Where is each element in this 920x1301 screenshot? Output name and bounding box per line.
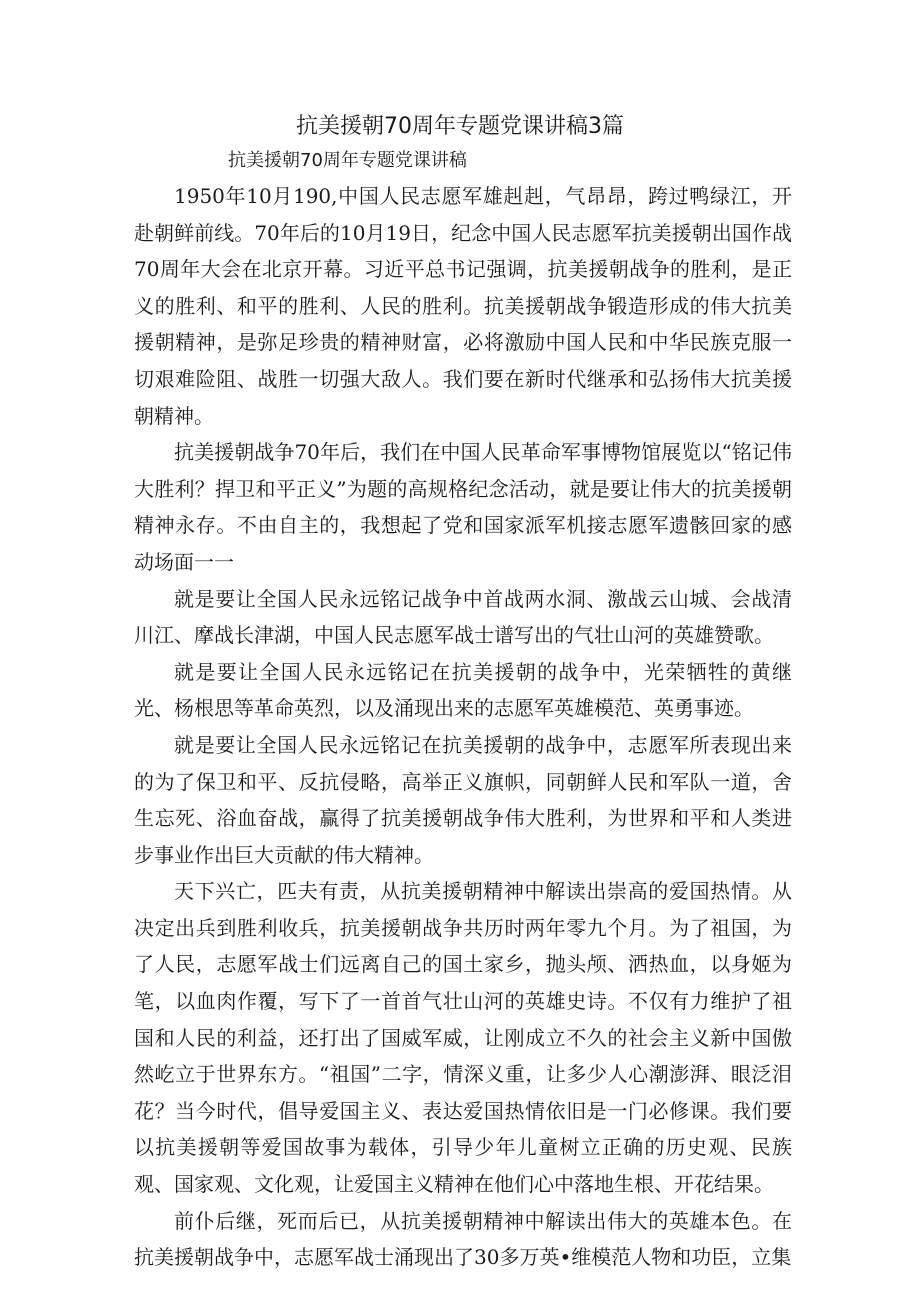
paragraph: 就是要让全国人民永远铭记在抗美援朝的战争中，光荣牺牲的黄继光、杨根思等革命英烈，以及涌现出来的志愿军英雄模范、英勇事迹。 — [134, 659, 792, 721]
document-subtitle: 抗美援朝70周年专题党课讲稿 — [228, 150, 467, 171]
paragraph: 天下兴亡，匹夫有责，从抗美援朝精神中解读出崇高的爱国热情。从决定出兵到胜利收兵，抗美援朝战争共历时两年零九个月。为了祖国，为了人民，志愿军战士们远离自己的国土家乡，抛头颅、洒热血，以身姬为笔，以血肉作覆，写下了一首首气壮山河的英雄史诗。不仅有力维护了祖国和人民的利益，还打出了国威军威，让刚成立不久的社会主义新中国傲然屹立于世界东方。“祖国”二字，情深义重，让多少人心潮澎湃、眼泛泪花？当今时代，倡导爱国主义、表达爱国热情依旧是一门必修课。我们要以抗美援朝等爱国故事为载体，引导少年儿童树立正确的历史观、民族观、国家观、文化观，让爱国主义精神在他们心中落地生根、开花结果。 — [134, 879, 792, 1197]
paragraph: 就是要让全国人民永远铭记在抗美援朝的战争中，志愿军所表现出来的为了保卫和平、反抗侵略，高举正义旗帜，同朝鲜人民和军队一道，舍生忘死、浴血奋战，赢得了抗美援朝战争伟大胜利，为世界和平和人类进步事业作出巨大贡献的伟大精神。 — [134, 732, 792, 867]
paragraph: 就是要让全国人民永远铭记战争中首战两水洞、激战云山城、会战清川江、摩战长津湖，中国人民志愿军战士谱写出的气壮山河的英雄赞歌。 — [134, 586, 792, 648]
paragraph: 抗美援朝战争70年后，我们在中国人民革命军事博物馆展览以“铭记伟大胜利？捍卫和平正义”为题的高规格纪念活动，就是要让伟大的抗美援朝精神永存。不由自主的，我想起了党和国家派军机接志愿军遗骸回家的感动场面一一 — [134, 440, 792, 574]
document-body — [134, 178, 792, 1276]
paragraph: 1950年10月190,中国人民志愿军雄赳赳，气昂昂，跨过鸭绿江，开赴朝鲜前线。70年后的10月19日，纪念中国人民志愿军抗美援朝出国作战70周年大会在北京开幕。习近平总书记强调，抗美援朝战争的胜利，是正义的胜利、和平的胜利、人民的胜利。抗美援朝战争锻造形成的伟大抗美援朝精神，是弥足珍贵的精神财富，必将激励中国人民和中华民族克服一切艰难险阻、战胜一切强大敌人。我们要在新时代继承和弘扬伟大抗美援朝精神。 — [134, 184, 792, 428]
paragraph: 前仆后继，死而后已，从抗美援朝精神中解读出伟大的英雄本色。在抗美援朝战争中，志愿军战士涌现出了30多万英•维模范人物和功臣，立集 — [134, 1208, 792, 1270]
document-title: 抗美援朝70周年专题党课讲稿3篇 — [296, 114, 624, 139]
